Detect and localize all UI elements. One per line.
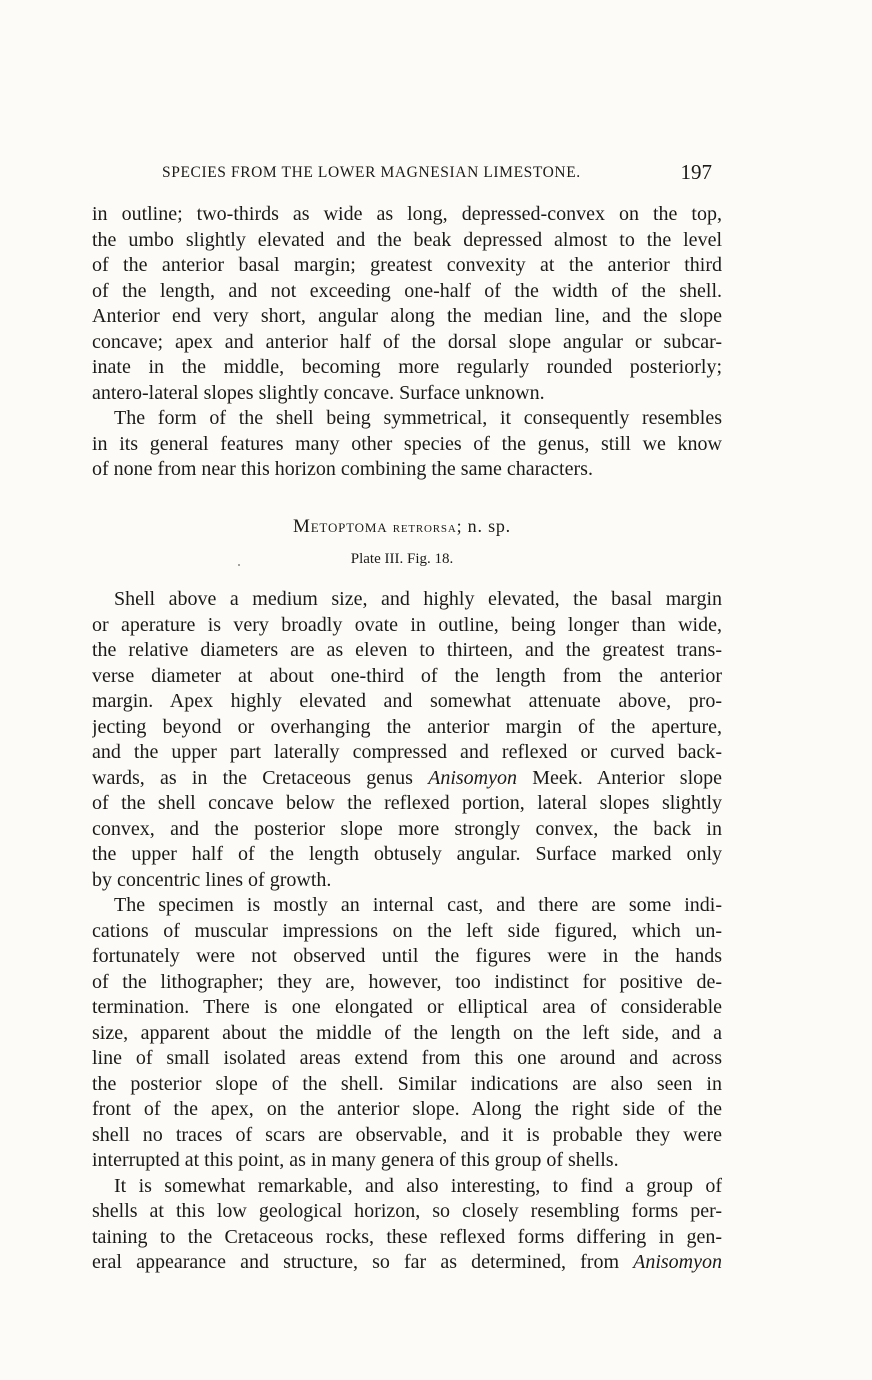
- text-line: or aperature is very broadly ovate in outline, being longer than wide,: [92, 613, 722, 636]
- text-line: interrupted at this point, as in many genera of this group of shells.: [92, 1149, 619, 1171]
- text-line: antero-lateral slopes slightly concave. Surface unknown.: [92, 381, 545, 404]
- text-line: shells at this low geological horizon, so closely resembling forms per-: [92, 1200, 722, 1222]
- text-line: fortunately were not observed until the figures were in the hands: [92, 945, 722, 967]
- text-line: and the upper part laterally compressed and reflexed or curved back-: [92, 741, 722, 763]
- running-title: SPECIES FROM THE LOWER MAGNESIAN LIMESTONE.: [162, 164, 581, 181]
- text-line: cations of muscular impressions on the left side figured, which un-: [92, 919, 722, 942]
- paper-speck: [238, 564, 240, 566]
- species-suffix: ; n. sp.: [456, 516, 511, 536]
- page-number: 197: [680, 160, 712, 184]
- species-heading: [92, 516, 712, 538]
- italic-genus: Anisomyon: [633, 1251, 722, 1273]
- species-genus: Metoptoma: [293, 516, 388, 537]
- text-line: in its general features many other species of the genus, still we know: [92, 432, 722, 455]
- text-line: margin. Apex highly elevated and somewhat attenuate above, pro-: [92, 690, 722, 712]
- text-line-with-italic: wards, as in the Cretaceous genus Anisomyon Meek. Anterior slope: [92, 766, 722, 789]
- text-line: line of small isolated areas extend from this one around and across: [92, 1047, 722, 1069]
- text-line: in outline; two-thirds as wide as long, depressed-convex on the top,: [92, 203, 722, 225]
- italic-genus: Anisomyon: [428, 766, 518, 789]
- text-line-with-italic: eral appearance and structure, so far as determined, from Anisomyon: [92, 1251, 722, 1273]
- species-epithet: retrorsa: [392, 519, 457, 536]
- text-line: concave; apex and anterior half of the dorsal slope angular or subcar-: [92, 330, 722, 353]
- text-line: of the length, and not exceeding one-half of the width of the shell.: [92, 279, 722, 302]
- text-line: of the lithographer; they are, however, too indistinct for positive de-: [92, 970, 722, 993]
- text-line: shell no traces of scars are observable, and it is probable they were: [92, 1123, 722, 1146]
- text-line: Shell above a medium size, and highly elevated, the basal margin: [114, 588, 722, 610]
- running-head: [92, 160, 712, 190]
- text-line: of the shell concave below the reflexed portion, lateral slopes slightly: [92, 792, 722, 814]
- text-line: the umbo slightly elevated and the beak depressed almost to the level: [92, 228, 722, 251]
- plate-reference: Plate III. Fig. 18.: [350, 551, 454, 567]
- text-line: jecting beyond or overhanging the anterior margin of the aperture,: [92, 715, 722, 738]
- text-line: taining to the Cretaceous rocks, these reflexed forms differing in gen-: [92, 1225, 722, 1248]
- text-line: the posterior slope of the shell. Similar indications are also seen in: [92, 1072, 722, 1095]
- text-line: of none from near this horizon combining the same characters.: [92, 458, 593, 480]
- text-line: the relative diameters are as eleven to thirteen, and the greatest trans-: [92, 639, 722, 661]
- text-line: convex, and the posterior slope more strongly convex, the back in: [92, 817, 722, 840]
- text-line: Anterior end very short, angular along the median line, and the slope: [92, 305, 722, 327]
- intro-paragraphs: [92, 202, 722, 483]
- description-paragraphs: [92, 587, 722, 1276]
- text-line: by concentric lines of growth.: [92, 868, 332, 891]
- text-line: inate in the middle, becoming more regularly rounded posteriorly;: [92, 356, 722, 378]
- text-line: front of the apex, on the anterior slope. Along the right side of the: [92, 1098, 722, 1120]
- text-line: the upper half of the length obtusely angular. Surface marked only: [92, 843, 722, 865]
- text-line: It is somewhat remarkable, and also interesting, to find a group of: [114, 1174, 722, 1197]
- text-line: size, apparent about the middle of the length on the left side, and a: [92, 1021, 722, 1044]
- text-line: The form of the shell being symmetrical, it consequently resembles: [114, 407, 722, 429]
- text-line: termination. There is one elongated or elliptical area of considerable: [92, 996, 722, 1018]
- text-line: verse diameter at about one-third of the length from the anterior: [92, 664, 722, 687]
- text-line: of the anterior basal margin; greatest convexity at the anterior third: [92, 254, 722, 276]
- text-line: The specimen is mostly an internal cast, and there are some indi-: [114, 894, 722, 916]
